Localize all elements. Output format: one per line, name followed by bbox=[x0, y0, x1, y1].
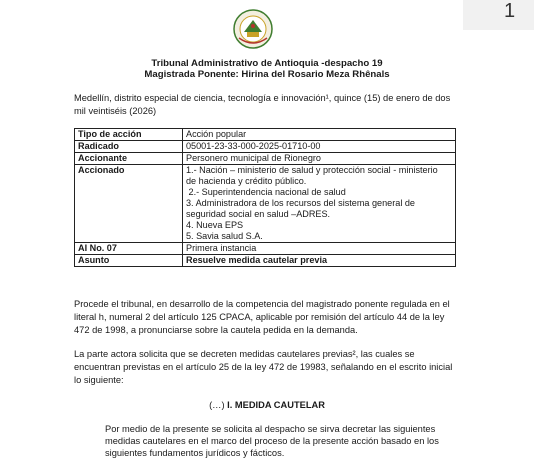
row-label: Tipo de acción bbox=[75, 129, 183, 141]
table-row bbox=[75, 153, 456, 165]
para2-line-1: La parte actora solicita que se decreten medidas cautelares previas², las cuales se bbox=[74, 349, 415, 359]
accionado-line: 3. Administradora de los recursos del sistema general de bbox=[186, 198, 415, 208]
accionado-line: de hacienda y crédito público. bbox=[186, 176, 307, 186]
row-label: Asunto bbox=[75, 255, 183, 267]
row-label: Accionante bbox=[75, 153, 183, 165]
row-value: Acción popular bbox=[183, 129, 456, 141]
magistrate-name: Magistrada Ponente: Hirina del Rosario Meza Rhênals bbox=[144, 69, 390, 80]
accionado-line: 1.- Nación – ministerio de salud y protección social - ministerio bbox=[186, 165, 438, 175]
row-value: Personero municipal de Rionegro bbox=[183, 153, 456, 165]
para1-line-3: 472 de 1998, a pronunciarse sobre la cautela pedida en la demanda. bbox=[74, 325, 358, 335]
accionado-list bbox=[183, 165, 456, 243]
row-value: 05001-23-33-000-2025-01710-00 bbox=[183, 141, 456, 153]
section-heading-title: I. MEDIDA CAUTELAR bbox=[227, 400, 325, 410]
table-row bbox=[75, 165, 456, 243]
accionado-line: seguridad social en salud –ADRES. bbox=[186, 209, 331, 219]
quote-line-1: Por medio de la presente se solicita al despacho se sirva decretar las siguientes bbox=[105, 424, 436, 434]
accionado-line: 5. Savia salud S.A. bbox=[186, 231, 263, 241]
case-info-table bbox=[74, 128, 456, 267]
row-value: Primera instancia bbox=[183, 243, 456, 255]
date-line-2: mil veintiséis (2026) bbox=[74, 106, 157, 116]
table-row bbox=[75, 243, 456, 255]
para1-line-1: Procede el tribunal, en desarrollo de la competencia del magistrado ponente regulada en el bbox=[74, 299, 450, 309]
table-row bbox=[75, 255, 456, 267]
para2-line-3: lo siguiente: bbox=[74, 375, 124, 385]
table-row bbox=[75, 129, 456, 141]
quote-line-2: medidas cautelares en el marco del proceso de la presente acción basado en los bbox=[105, 436, 439, 446]
row-value: Resuelve medida cautelar previa bbox=[183, 255, 456, 267]
row-label: Accionado bbox=[75, 165, 183, 243]
quote-line-3: siguientes fundamentos jurídicos y fácticos. bbox=[105, 448, 285, 458]
para1-line-2: literal h, numeral 2 del artículo 125 CPACA, aplicable por remisión del artículo 44 de la ley bbox=[74, 312, 445, 322]
accionado-line: 2.- Superintendencia nacional de salud bbox=[186, 187, 346, 197]
accionado-line: 4. Nueva EPS bbox=[186, 220, 244, 230]
table-row bbox=[75, 141, 456, 153]
page-number: 1 bbox=[504, 0, 516, 22]
section-heading bbox=[0, 399, 534, 412]
section-heading-prefix: (…) bbox=[209, 400, 228, 410]
court-name: Tribunal Administrativo de Antioquia -despacho 19 bbox=[151, 58, 383, 69]
row-label: Radicado bbox=[75, 141, 183, 153]
para2-line-2: encuentran previstas en el artículo 25 de la ley 472 de 19983, señalando en el escrito inicial bbox=[74, 362, 453, 372]
antioquia-seal-icon bbox=[233, 8, 273, 50]
page-number-background bbox=[463, 0, 534, 30]
date-line-1: Medellín, distrito especial de ciencia, tecnología e innovación¹, quince (15) de enero de dos bbox=[74, 93, 451, 103]
row-label: AI No. 07 bbox=[75, 243, 183, 255]
